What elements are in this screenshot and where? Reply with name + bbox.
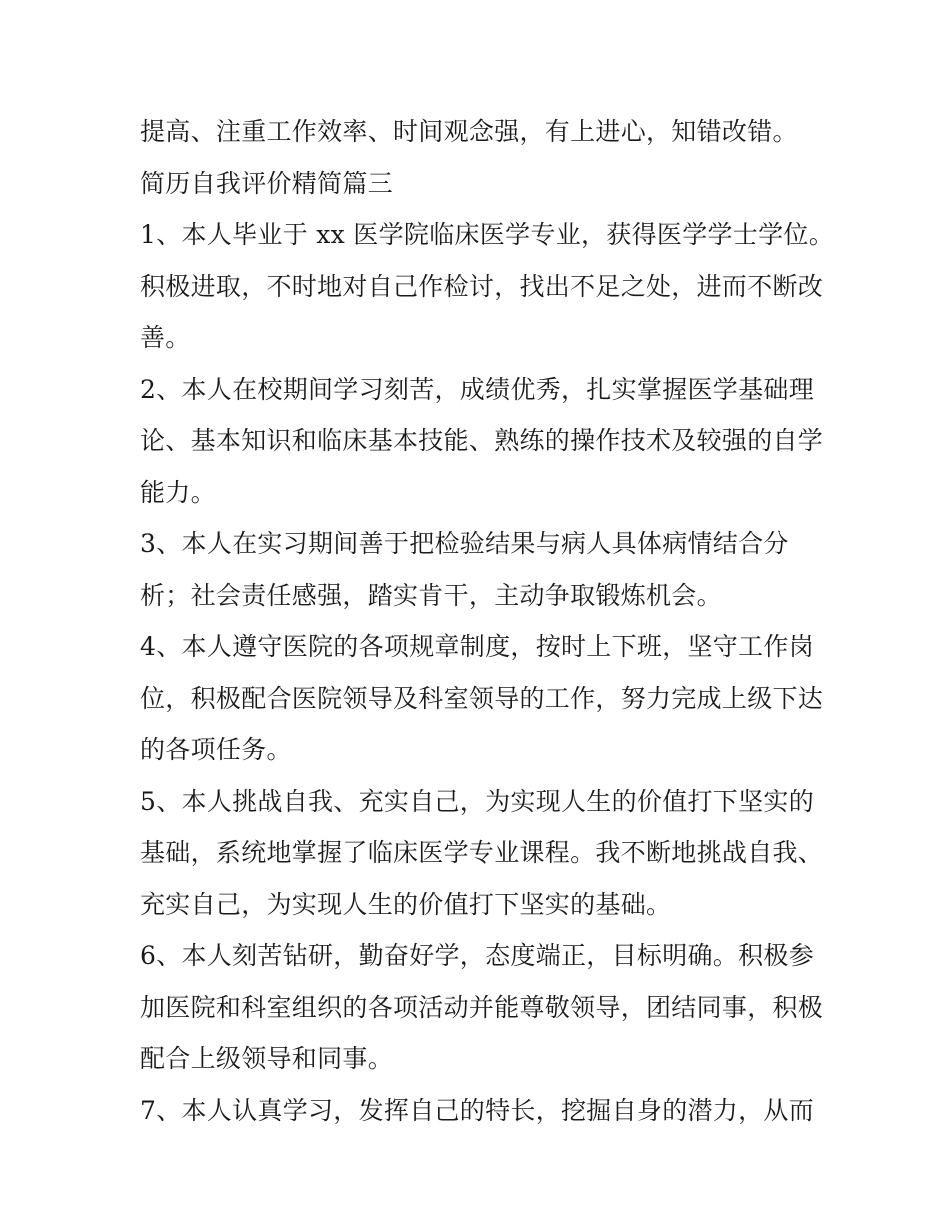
text-line: 3、本人在实习期间善于把检验结果与病人具体病情结合分 [140, 529, 789, 558]
text-line: 充实自己，为实现人生的价值打下坚实的基础。 [140, 889, 672, 919]
text-line: 位，积极配合医院领导及科室领导的工作，努力完成上级下达 [140, 683, 824, 713]
text-line: 1、本人毕业于 xx 医学院临床医学专业，获得医学学士学位。 [140, 220, 834, 249]
text-line: 基础，系统地掌握了临床医学专业课程。我不断地挑战自我、 [140, 838, 824, 867]
text-line: 6、本人刻苦钻研，勤奋好学，态度端正，目标明确。积极参 [140, 941, 815, 970]
text-line: 配合上级领导和同事。 [140, 1044, 394, 1073]
text-line: 4、本人遵守医院的各项规章制度，按时上下班，坚守工作岗 [140, 632, 815, 661]
section-heading: 简历自我评价精简篇三 [140, 168, 394, 198]
text-line: 7、本人认真学习，发挥自己的特长，挖掘自身的潜力，从而 [140, 1095, 815, 1125]
text-line: 论、基本知识和临床基本技能、熟练的操作技术及较强的自学 [140, 426, 824, 455]
text-line: 积极进取，不时地对自己作检讨，找出不足之处，进而不断改 [140, 271, 824, 301]
text-line: 析；社会责任感强，踏实肯干，主动争取锻炼机会。 [140, 580, 722, 610]
text-line: 提高、注重工作效率、时间观念强，有上进心，知错改错。 [140, 117, 798, 146]
text-line: 能力。 [140, 477, 216, 507]
text-line: 2、本人在校期间学习刻苦，成绩优秀，扎实掌握医学基础理 [140, 374, 815, 404]
text-line: 5、本人挑战自我、充实自己，为实现人生的价值打下坚实的 [140, 786, 815, 816]
document-body [140, 106, 834, 1136]
text-line: 加医院和科室组织的各项活动并能尊敬领导，团结同事，积极 [140, 992, 824, 1022]
text-line: 善。 [140, 323, 191, 352]
text-line: 的各项任务。 [140, 735, 292, 764]
